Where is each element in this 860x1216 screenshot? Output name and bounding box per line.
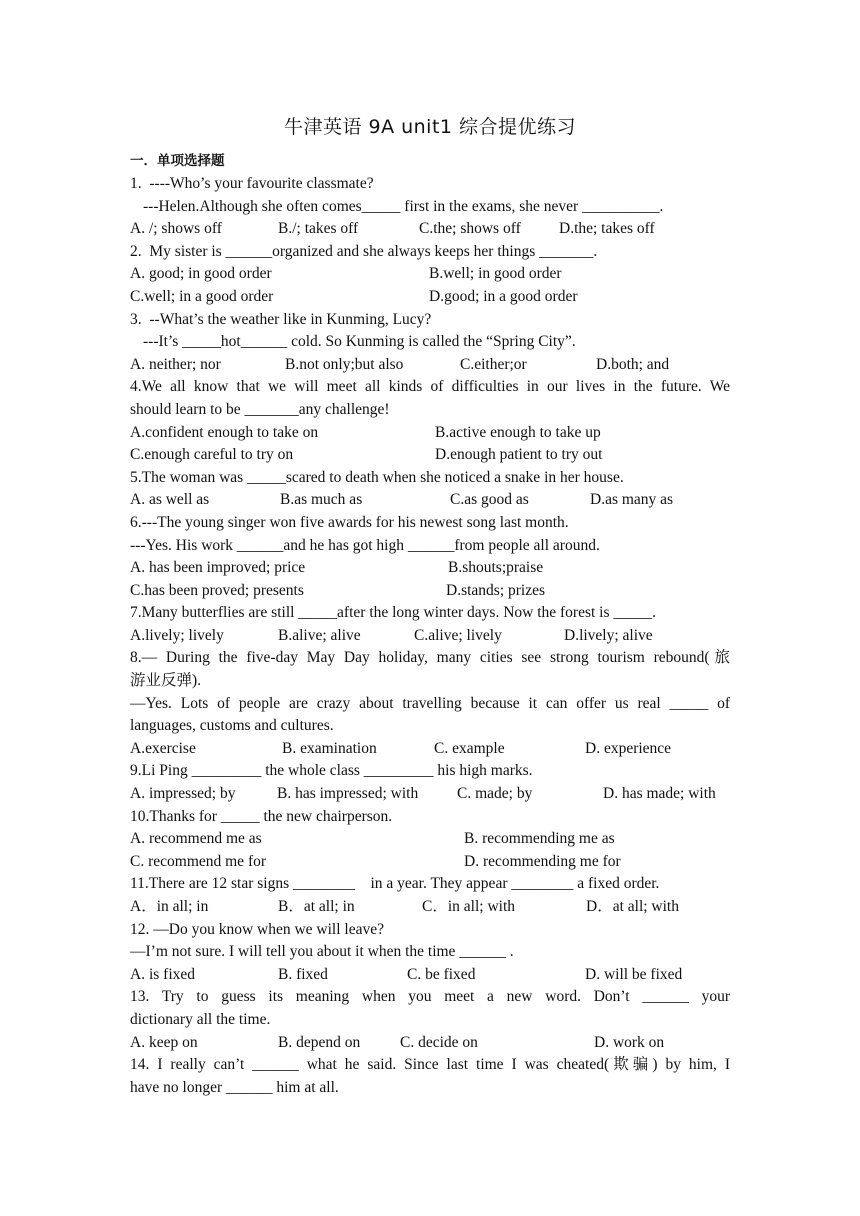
question-7: 7.Many butterflies are still _____after the long winter days. Now the forest is _____. <box>130 604 657 622</box>
question-10: 10.Thanks for _____ the new chairperson. <box>130 807 393 825</box>
options-q12 <box>130 964 730 987</box>
question-9: 9.Li Ping _________ the whole class _________ his high marks. <box>130 762 533 780</box>
option-d: D.both; and <box>596 355 670 373</box>
question-3: 3. --What’s the weather like in Kunming, Lucy? <box>130 310 432 328</box>
option-b: B.alive; alive <box>278 626 361 644</box>
worksheet-page <box>130 112 730 1099</box>
option-d: D．at all; with <box>586 898 679 915</box>
section-heading: 一．单项选择题 <box>130 153 225 169</box>
question-8-line: 游业反弹). <box>130 672 202 690</box>
question-14: 14. I really can’t ______ what he said. Since last time I was cheated(欺骗) by him, I <box>130 1056 730 1074</box>
option-b: B.shouts;praise <box>448 559 544 577</box>
option-d: D.stands; prizes <box>446 581 546 599</box>
option-a: A. keep on <box>130 1033 198 1051</box>
option-a: A. good; in good order <box>130 265 272 283</box>
option-c: C.has been proved; presents <box>130 581 304 599</box>
option-b: B. examination <box>282 739 377 757</box>
question-13-line: dictionary all the time. <box>130 1010 271 1028</box>
options-q3 <box>130 354 730 377</box>
option-a: A.confident enough to take on <box>130 423 319 441</box>
option-c: C. recommend me for <box>130 852 267 870</box>
option-c: C. example <box>434 739 505 757</box>
question-12-line: —I’m not sure. I will tell you about it when the time ______ . <box>130 943 514 961</box>
question-1: 1. ----Who’s your favourite classmate? <box>130 175 374 192</box>
options-q6-row2 <box>130 580 730 603</box>
option-a: A. has been improved; price <box>130 559 306 577</box>
option-a: A. impressed; by <box>130 785 236 803</box>
question-1-line: ---Helen.Although she often comes_____ first in the exams, she never __________. <box>143 197 664 215</box>
options-q4-row1 <box>130 422 730 445</box>
options-q11 <box>130 896 730 919</box>
option-d: D. experience <box>585 739 672 757</box>
option-b: B.well; in good order <box>429 265 562 283</box>
question-11: 11.There are 12 star signs ________ in a year. They appear ________ a fixed order. <box>130 875 660 893</box>
options-q5 <box>130 489 730 512</box>
option-d: D. work on <box>594 1033 665 1051</box>
option-b: B.active enough to take up <box>435 423 601 441</box>
option-c: C．in all; with <box>422 898 516 915</box>
option-c: C. decide on <box>400 1033 478 1051</box>
options-q1 <box>130 218 730 241</box>
option-d: D.lively; alive <box>564 626 653 644</box>
option-d: D.the; takes off <box>559 220 655 238</box>
options-q4-row2 <box>130 444 730 467</box>
question-4: 4.We all know that we will meet all kinds of difficulties in our lives in the future. We <box>130 378 730 396</box>
option-c: C. made; by <box>457 785 533 803</box>
page-title: 牛津英语 9A unit1 综合提优练习 <box>283 116 577 138</box>
option-c: C.alive; lively <box>414 626 502 644</box>
question-14-line: have no longer ______ him at all. <box>130 1078 339 1096</box>
options-q7 <box>130 625 730 648</box>
options-q9 <box>130 783 730 806</box>
option-d: D.good; in a good order <box>429 287 578 305</box>
option-b: B.not only;but also <box>285 355 404 373</box>
option-c: C. be fixed <box>407 965 476 983</box>
option-b: B. depend on <box>278 1033 361 1051</box>
option-a: A.exercise <box>130 739 196 757</box>
question-3-line: ---It’s _____hot______ cold. So Kunming is called the “Spring City”. <box>143 333 576 351</box>
question-2: 2. My sister is ______organized and she always keeps her things _______. <box>130 242 598 260</box>
options-q6-row1 <box>130 557 730 580</box>
question-5: 5.The woman was _____scared to death when she noticed a snake in her house. <box>130 468 624 486</box>
option-d: D. has made; with <box>603 785 716 803</box>
option-a: A. is fixed <box>130 965 196 983</box>
question-8: 8.— During the five-day May Day holiday, many cities see strong tourism rebound(旅 <box>130 649 730 667</box>
option-b: B.as much as <box>280 491 363 509</box>
question-4-line: should learn to be _______any challenge! <box>130 400 390 418</box>
question-6: 6.---The young singer won five awards for his newest song last month. <box>130 513 569 531</box>
options-q2-row1 <box>130 263 730 286</box>
option-c: C.well; in a good order <box>130 287 274 305</box>
question-8-line: languages, customs and cultures. <box>130 717 334 735</box>
option-a: A. /; shows off <box>130 220 222 238</box>
option-d: D.enough patient to try out <box>435 446 603 464</box>
option-c: C.enough careful to try on <box>130 446 294 464</box>
option-d: D. will be fixed <box>585 965 683 983</box>
option-b: B. recommending me as <box>464 830 615 848</box>
option-b: B. fixed <box>278 965 328 983</box>
option-b: B./; takes off <box>278 220 359 238</box>
option-d: D. recommending me for <box>464 852 621 870</box>
option-a: A．in all; in <box>130 898 209 915</box>
options-q10-row2 <box>130 851 730 874</box>
options-q13 <box>130 1032 730 1055</box>
question-6-line: ---Yes. His work ______and he has got high ______from people all around. <box>130 536 600 554</box>
option-b: B．at all; in <box>278 898 355 915</box>
question-13: 13. Try to guess its meaning when you meet a new word. Don’t ______ your <box>130 988 730 1006</box>
option-b: B. has impressed; with <box>277 785 419 803</box>
option-a: A. as well as <box>130 491 210 509</box>
option-c: C.the; shows off <box>419 220 521 238</box>
options-q10-row1 <box>130 828 730 851</box>
question-8-line: —Yes. Lots of people are crazy about travelling because it can offer us real _____ of <box>130 694 730 712</box>
options-q2-row2 <box>130 286 730 309</box>
question-12: 12. —Do you know when we will leave? <box>130 920 384 938</box>
option-a: A. recommend me as <box>130 830 262 848</box>
option-d: D.as many as <box>590 491 674 509</box>
options-q8 <box>130 738 730 761</box>
option-c: C.as good as <box>450 491 529 509</box>
option-a: A. neither; nor <box>130 355 221 373</box>
option-a: A.lively; lively <box>130 626 224 644</box>
option-c: C.either;or <box>460 355 527 373</box>
